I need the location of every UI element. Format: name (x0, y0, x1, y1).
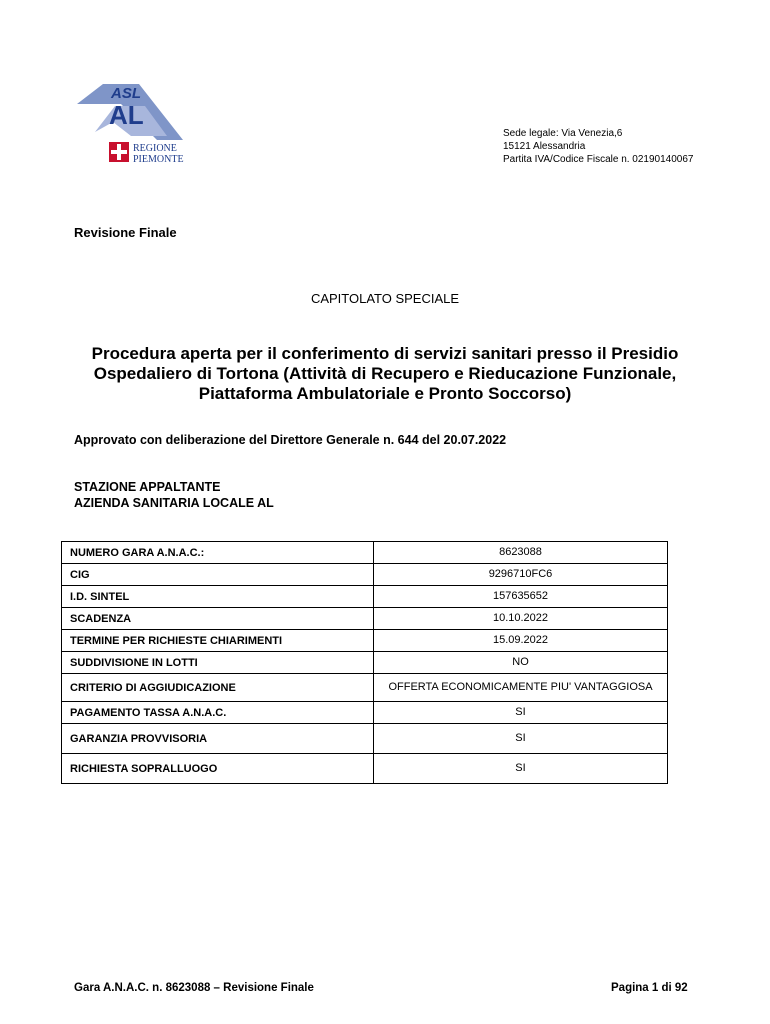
table-row (62, 564, 668, 586)
row-value: 157635652 (374, 586, 668, 608)
row-label: TERMINE PER RICHIESTE CHIARIMENTI (62, 630, 374, 652)
address-line: 15121 Alessandria (503, 141, 586, 152)
row-value: SI (374, 702, 668, 724)
row-label: GARANZIA PROVVISORIA (62, 724, 374, 754)
row-label: I.D. SINTEL (62, 586, 374, 608)
row-value: 9296710FC6 (374, 564, 668, 586)
row-value: OFFERTA ECONOMICAMENTE PIU' VANTAGGIOSA (374, 674, 668, 702)
authority-line: STAZIONE APPALTANTE (74, 480, 221, 494)
authority-line: AZIENDA SANITARIA LOCALE AL (74, 496, 274, 510)
procedure-title: Procedura aperta per il conferimento di servizi sanitari presso il Presidio Ospedaliero di Tortona (Attività di Recupero e Rieducazione Funzionale, Piattaforma Ambulatoriale e Pronto Soccorso) (91, 344, 679, 403)
contracting-authority (74, 479, 274, 511)
row-value: SI (374, 724, 668, 754)
revision-label: Revisione Finale (74, 225, 177, 240)
row-value: 15.09.2022 (374, 630, 668, 652)
row-label: NUMERO GARA A.N.A.C.: (62, 542, 374, 564)
row-label: CRITERIO DI AGGIUDICAZIONE (62, 674, 374, 702)
row-value: SI (374, 754, 668, 784)
row-value: 10.10.2022 (374, 608, 668, 630)
table-row (62, 724, 668, 754)
table-row (62, 542, 668, 564)
asl-al-logo (75, 82, 190, 167)
document-type: CAPITOLATO SPECIALE (310, 291, 460, 306)
table-row (62, 754, 668, 784)
tender-info-table (61, 541, 668, 784)
row-value: 8623088 (374, 542, 668, 564)
page-number: Pagina 1 di 92 (611, 982, 688, 994)
table-row (62, 674, 668, 702)
row-label: CIG (62, 564, 374, 586)
header-address (503, 127, 694, 166)
table-row (62, 630, 668, 652)
table-row (62, 608, 668, 630)
logo-asl-text: ASL (111, 85, 141, 102)
footer-reference: Gara A.N.A.C. n. 8623088 – Revisione Finale (74, 982, 314, 994)
table-row (62, 586, 668, 608)
logo-region-line2: PIEMONTE (133, 154, 184, 165)
logo-region-line1: REGIONE (133, 143, 177, 154)
table-row (62, 652, 668, 674)
row-label: PAGAMENTO TASSA A.N.A.C. (62, 702, 374, 724)
row-label: RICHIESTA SOPRALLUOGO (62, 754, 374, 784)
approval-statement: Approvato con deliberazione del Direttore Generale n. 644 del 20.07.2022 (74, 433, 507, 447)
address-line: Partita IVA/Codice Fiscale n. 02190140067 (503, 154, 694, 165)
row-label: SCADENZA (62, 608, 374, 630)
logo-al-text: AL (109, 100, 144, 130)
row-label: SUDDIVISIONE IN LOTTI (62, 652, 374, 674)
address-line: Sede legale: Via Venezia,6 (503, 128, 623, 139)
table-row (62, 702, 668, 724)
row-value: NO (374, 652, 668, 674)
